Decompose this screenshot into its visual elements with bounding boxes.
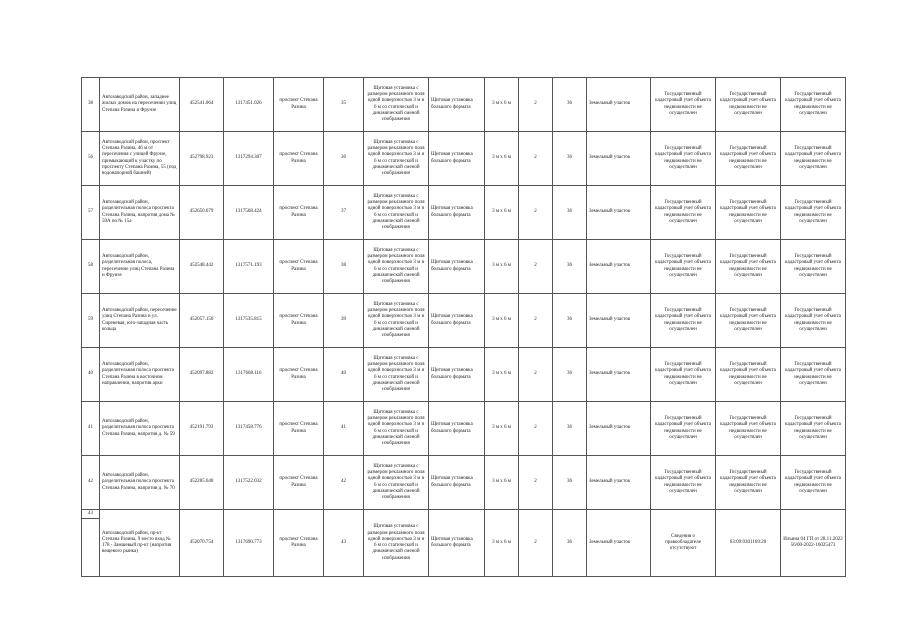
row-number: 57 <box>82 186 100 240</box>
row-number: 42 <box>82 456 100 510</box>
street-cell: проспект Степана Разина <box>274 402 324 456</box>
structure-type-cell: Щитовая установка с размером рекламного поля одной поверхностью 3 м и 6 м со статической и динамической сменой изображения <box>364 186 429 240</box>
coord-x-cell: 452798.923 <box>180 132 224 186</box>
table-row <box>82 402 846 456</box>
sides-cell: 2 <box>519 348 553 402</box>
street-cell: проспект Степана Разина <box>274 240 324 294</box>
coord-x-cell: 452541.064 <box>180 78 224 132</box>
table-row <box>82 186 846 240</box>
cadastre-2-cell: Государственный кадастровый учет объекта недвижимости не осуществлен <box>716 132 781 186</box>
land-type-cell: Земельный участок <box>587 294 651 348</box>
row-number: 38 <box>82 78 100 132</box>
format-cell: Щитовая установка большого формата <box>429 456 485 510</box>
table-row <box>82 510 846 519</box>
structure-type-cell: Щитовая установка с размером рекламного поля одной поверхностью 3 м и 6 м со статической и динамической сменой изображения <box>364 240 429 294</box>
coord-x-cell: 452650.679 <box>180 186 224 240</box>
land-type-cell: Земельный участок <box>587 402 651 456</box>
structure-type-cell: Щитовая установка с размером рекламного поля одной поверхностью 3 м и 6 м со статической и динамической сменой изображения <box>364 348 429 402</box>
cadastre-2-cell: Государственный кадастровый учет объекта недвижимости не осуществлен <box>716 456 781 510</box>
cadastre-3-cell: Государственный кадастровый учет объекта недвижимости не осуществлен <box>781 186 846 240</box>
cadastre-1-cell: Государственный кадастровый учет объекта недвижимости не осуществлен <box>651 348 716 402</box>
structure-type-cell: Щитовая установка с размером рекламного поля одной поверхностью 3 м и 6 м со статической и динамической сменой изображения <box>364 402 429 456</box>
land-type-cell: Земельный участок <box>587 132 651 186</box>
address-cell: Автозаводский район, разделительная полоса проспекта Степана Разина в восточном направлении, напротив арки <box>100 348 180 402</box>
size-cell: 3 м х 6 м <box>485 456 519 510</box>
cadastre-1-cell: Государственный кадастровый учет объекта недвижимости не осуществлен <box>651 402 716 456</box>
cadastre-1-cell: Государственный кадастровый учет объекта недвижимости не осуществлен <box>651 186 716 240</box>
land-type-cell: Земельный участок <box>587 186 651 240</box>
address-cell: Автозаводский район, разделительная полоса проспекта Степана Разина, напротив дома № 50А по № 15а <box>100 186 180 240</box>
street-cell: проспект Степана Разина <box>274 186 324 240</box>
table-row <box>82 78 846 132</box>
structure-type-cell: Щитовая установка с размером рекламного поля одной поверхностью 3 м и 6 м со статической и динамической сменой изображения <box>364 510 429 577</box>
coord-x-cell: 452070.754 <box>180 510 224 577</box>
registry-table <box>81 77 846 577</box>
size-cell: 3 м х 6 м <box>485 348 519 402</box>
street-cell: проспект Степана Разина <box>274 510 324 577</box>
land-type-cell: Земельный участок <box>587 78 651 132</box>
structure-number-cell: 37 <box>324 186 364 240</box>
format-cell: Щитовая установка большого формата <box>429 402 485 456</box>
table-row <box>82 240 846 294</box>
sides-cell: 2 <box>519 456 553 510</box>
format-cell: Щитовая установка большого формата <box>429 186 485 240</box>
area-cell: 36 <box>553 402 587 456</box>
cadastre-2-cell: Государственный кадастровый учет объекта недвижимости не осуществлен <box>716 78 781 132</box>
row-number: 40 <box>82 348 100 402</box>
structure-number-cell: 38 <box>324 240 364 294</box>
cadastre-1-cell: Государственный кадастровый учет объекта недвижимости не осуществлен <box>651 456 716 510</box>
area-cell: 36 <box>553 456 587 510</box>
coord-y-cell: 1317522.032 <box>224 456 274 510</box>
coord-y-cell: 1317294.307 <box>224 132 274 186</box>
cadastre-3-cell: Государственный кадастровый учет объекта недвижимости не осуществлен <box>781 456 846 510</box>
cadastre-3-cell: Государственный кадастровый учет объекта недвижимости не осуществлен <box>781 240 846 294</box>
coord-x-cell: 452191.793 <box>180 402 224 456</box>
address-cell: Автозаводский район, разделительная полоса проспекта Степана Разина, напротив д. № 70 <box>100 456 180 510</box>
coord-y-cell: 1317458.776 <box>224 402 274 456</box>
area-cell: 36 <box>553 132 587 186</box>
cadastre-3-cell: Государственный кадастровый учет объекта недвижимости не осуществлен <box>781 78 846 132</box>
sides-cell: 2 <box>519 402 553 456</box>
street-cell: проспект Степана Разина <box>274 132 324 186</box>
cadastre-2-cell: Государственный кадастровый учет объекта недвижимости не осуществлен <box>716 186 781 240</box>
land-type-cell: Земельный участок <box>587 240 651 294</box>
address-cell: Автозаводский район, пр-кт Степана Разина, 9 место вход № 178 - Замшевый пр-кт (напротив вещевого рынка) <box>100 510 180 577</box>
structure-number-cell: 36 <box>324 132 364 186</box>
coord-y-cell: 1317571.193 <box>224 240 274 294</box>
sides-cell: 2 <box>519 510 553 577</box>
cadastre-1-cell: Государственный кадастровый учет объекта недвижимости не осуществлен <box>651 294 716 348</box>
table-row <box>82 294 846 348</box>
coord-x-cell: 452057.150 <box>180 294 224 348</box>
street-cell: проспект Степана Разина <box>274 78 324 132</box>
table-row <box>82 456 846 510</box>
format-cell: Щитовая установка большого формата <box>429 78 485 132</box>
cadastre-1-cell: Государственный кадастровый учет объекта недвижимости не осуществлен <box>651 240 716 294</box>
land-type-cell: Земельный участок <box>587 456 651 510</box>
structure-number-cell: 43 <box>324 510 364 577</box>
structure-number-cell: 39 <box>324 294 364 348</box>
cadastre-2-cell: Государственный кадастровый учет объекта недвижимости не осуществлен <box>716 348 781 402</box>
size-cell: 3 м х 6 м <box>485 186 519 240</box>
cadastre-1-cell: Государственный кадастровый учет объекта недвижимости не осуществлен <box>651 78 716 132</box>
structure-number-cell: 40 <box>324 348 364 402</box>
coord-y-cell: 1317690.773 <box>224 510 274 577</box>
address-cell: Автозаводский район, западнее жилых домов на пересечении улиц Степана Разина и Фрунзе <box>100 78 180 132</box>
sides-cell: 2 <box>519 294 553 348</box>
size-cell: 3 м х 6 м <box>485 510 519 577</box>
area-cell: 36 <box>553 78 587 132</box>
coord-y-cell: 1317535.815 <box>224 294 274 348</box>
address-cell: Автозаводский район, пересечение улиц Степана Разина и ул. Сиреневая, юго-западная часть кольца <box>100 294 180 348</box>
structure-number-cell: 41 <box>324 402 364 456</box>
size-cell: 3 м х 6 м <box>485 294 519 348</box>
address-cell: Автозаводский район, проспект Степана Разина, 46 м от пересечения с улицей Фрунзе, примыкающий к участку по проспекту Степана Разина, 55 (под водонапорной башней) <box>100 132 180 186</box>
cadastre-1-cell: Государственный кадастровый учет объекта недвижимости не осуществлен <box>651 132 716 186</box>
cadastre-2-cell: Государственный кадастровый учет объекта недвижимости не осуществлен <box>716 294 781 348</box>
cadastre-3-cell: Государственный кадастровый учет объекта недвижимости не осуществлен <box>781 132 846 186</box>
street-cell: проспект Степана Разина <box>274 456 324 510</box>
table-row <box>82 348 846 402</box>
row-number: 41 <box>82 402 100 456</box>
area-cell: 36 <box>553 186 587 240</box>
structure-type-cell: Щитовая установка с размером рекламного поля одной поверхностью 3 м и 6 м со статической и динамической сменой изображения <box>364 132 429 186</box>
table-row <box>82 132 846 186</box>
sides-cell: 2 <box>519 132 553 186</box>
sides-cell: 2 <box>519 78 553 132</box>
size-cell: 3 м х 6 м <box>485 132 519 186</box>
cadastre-2-cell: Государственный кадастровый учет объекта недвижимости не осуществлен <box>716 240 781 294</box>
address-cell: Автозаводский район, разделительная полоса проспекта Степана Разина, напротив д. № 59 <box>100 402 180 456</box>
sides-cell: 2 <box>519 240 553 294</box>
row-number: 58 <box>82 240 100 294</box>
row-number-continuation <box>82 519 100 577</box>
format-cell: Щитовая установка большого формата <box>429 348 485 402</box>
coord-x-cell: 452548.442 <box>180 240 224 294</box>
coord-y-cell: 1317568.424 <box>224 186 274 240</box>
structure-type-cell: Щитовая установка с размером рекламного поля одной поверхностью 3 м и 6 м со статической и динамической сменой изображения <box>364 294 429 348</box>
cadastre-3-cell: Государственный кадастровый учет объекта недвижимости не осуществлен <box>781 348 846 402</box>
land-type-cell: Земельный участок <box>587 348 651 402</box>
cadastre-1-cell: Сведения о правообладателе отсутствуют <box>651 510 716 577</box>
area-cell: 36 <box>553 240 587 294</box>
street-cell: проспект Степана Разина <box>274 348 324 402</box>
sides-cell: 2 <box>519 186 553 240</box>
coord-x-cell: 452097.882 <box>180 348 224 402</box>
row-number: 56 <box>82 132 100 186</box>
cadastre-3-cell: Ильина 04 ГП от 28.11.2022 56/00-2022-16025473 <box>781 510 846 577</box>
coord-y-cell: 1317451.026 <box>224 78 274 132</box>
size-cell: 3 м х 6 м <box>485 402 519 456</box>
area-cell: 36 <box>553 348 587 402</box>
structure-number-cell: 35 <box>324 78 364 132</box>
structure-type-cell: Щитовая установка с размером рекламного поля одной поверхностью 3 м и 6 м со статической и динамической сменой изображения <box>364 456 429 510</box>
cadastre-3-cell: Государственный кадастровый учет объекта недвижимости не осуществлен <box>781 402 846 456</box>
size-cell: 3 м х 6 м <box>485 240 519 294</box>
format-cell: Щитовая установка большого формата <box>429 132 485 186</box>
coord-y-cell: 1317668.116 <box>224 348 274 402</box>
cadastre-2-cell: Государственный кадастровый учет объекта недвижимости не осуществлен <box>716 402 781 456</box>
street-cell: проспект Степана Разина <box>274 294 324 348</box>
structure-number-cell: 42 <box>324 456 364 510</box>
cadastre-2-cell: 63:09:0301169:20 <box>716 510 781 577</box>
area-cell: 36 <box>553 510 587 577</box>
format-cell: Щитовая установка большого формата <box>429 294 485 348</box>
land-type-cell: Земельный участок <box>587 510 651 577</box>
structure-type-cell: Щитовая установка с размером рекламного поля одной поверхностью 3 м и 6 м со статической и динамической сменой изображения <box>364 78 429 132</box>
row-number: 43 <box>82 510 100 519</box>
coord-x-cell: 452285.640 <box>180 456 224 510</box>
cadastre-3-cell: Государственный кадастровый учет объекта недвижимости не осуществлен <box>781 294 846 348</box>
format-cell: Щитовая установка большого формата <box>429 240 485 294</box>
address-cell: Автозаводский район, разделительная полоса, пересечение улиц Степана Разина и Фрунзе <box>100 240 180 294</box>
size-cell: 3 м х 6 м <box>485 78 519 132</box>
area-cell: 36 <box>553 294 587 348</box>
row-number: 59 <box>82 294 100 348</box>
format-cell: Щитовая установка большого формата <box>429 510 485 577</box>
